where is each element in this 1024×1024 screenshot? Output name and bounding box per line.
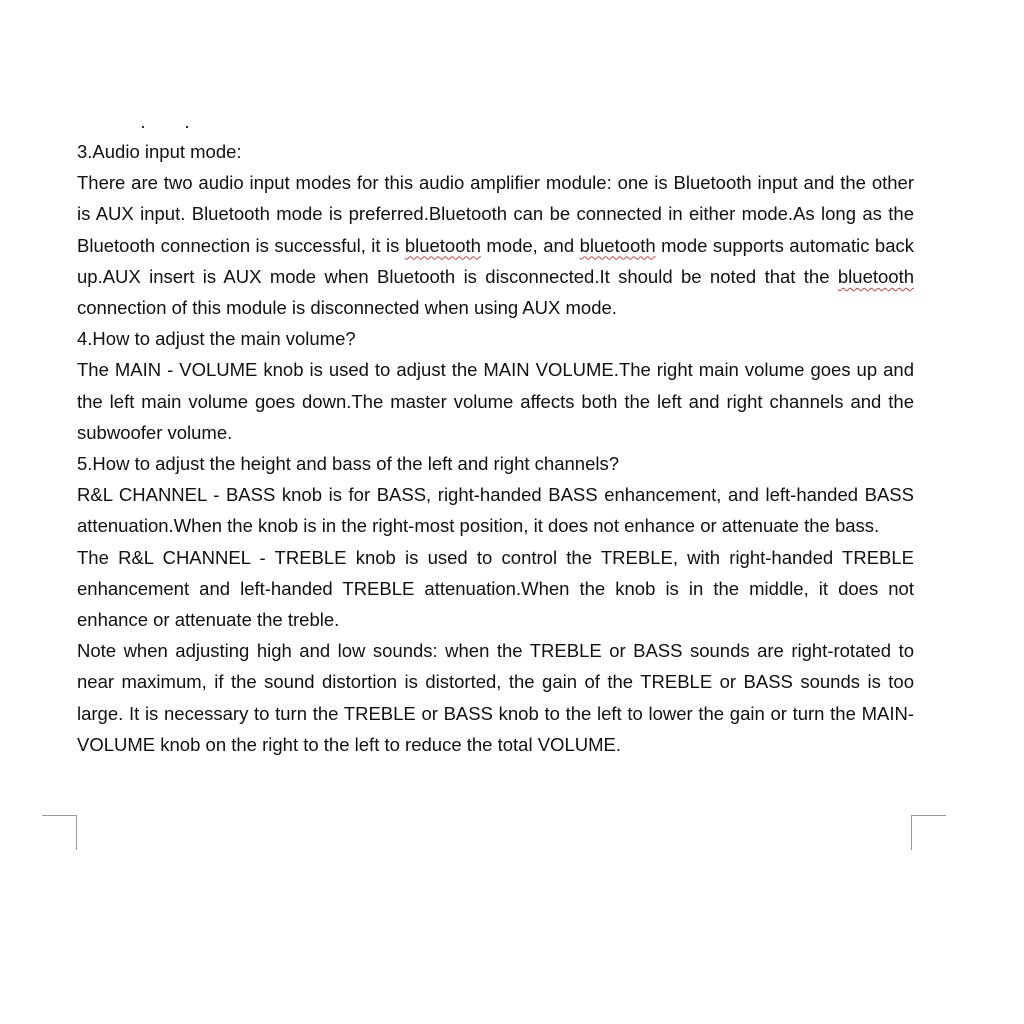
- section-heading-treble-bass: 5.How to adjust the height and bass of the left and right channels?: [77, 453, 620, 475]
- section-heading-main-volume: 4.How to adjust the main volume?: [77, 328, 356, 350]
- text-run: There are two audio input modes for this audio amplifier module: one is Bluetooth input and the other is AUX input. Bluetooth mode is preferred.Bluetooth can be connected in either mode.As long as the Bluetooth connection is successful, it is: [77, 172, 914, 256]
- page-corner-mark-left: [42, 815, 77, 850]
- document-body: [77, 136, 914, 760]
- text-run: mode, and: [480, 234, 580, 256]
- page-corner-mark-right: [911, 815, 946, 850]
- text-run: mode supports automatic back up.AUX insert is AUX mode when Bluetooth is disconnected.It should be noted that the: [77, 234, 914, 287]
- paragraph-bass-knob: R&L CHANNEL - BASS knob is for BASS, right-handed BASS enhancement, and left-handed BASS attenuation.When the knob is in the right-most position, it does not enhance or attenuate the bass.: [77, 484, 914, 537]
- paragraph-treble-knob: The R&L CHANNEL - TREBLE knob is used to control the TREBLE, with right-handed TREBLE enhancement and left-handed TREBLE attenuation.When the knob is in the middle, it does not enhance or attenuate the treble.: [77, 546, 914, 631]
- section-heading-audio-input: 3.Audio input mode:: [77, 141, 242, 162]
- paragraph-adjustment-note: Note when adjusting high and low sounds: when the TREBLE or BASS sounds are right-rotated to near maximum, if the sound distortion is distorted, the gain of the TREBLE or BASS sounds is too large. It is necessary to turn the TREBLE or BASS knob to the left to lower the gain or turn the MAIN-VOLUME knob on the right to the left to reduce the total VOLUME.: [77, 640, 914, 755]
- spellcheck-word: bluetooth: [579, 234, 656, 256]
- paragraph-audio-input: [77, 167, 914, 323]
- spellcheck-word: bluetooth: [837, 265, 914, 287]
- paragraph-main-volume: The MAIN - VOLUME knob is used to adjust the MAIN VOLUME.The right main volume goes up and the left main volume goes down.The master volume affects both the left and right channels and the subwoofer volume.: [77, 359, 914, 443]
- cut-off-text-remnant: [138, 126, 198, 132]
- spellcheck-word: bluetooth: [404, 234, 481, 256]
- text-run: connection of this module is disconnected when using AUX mode.: [77, 297, 617, 319]
